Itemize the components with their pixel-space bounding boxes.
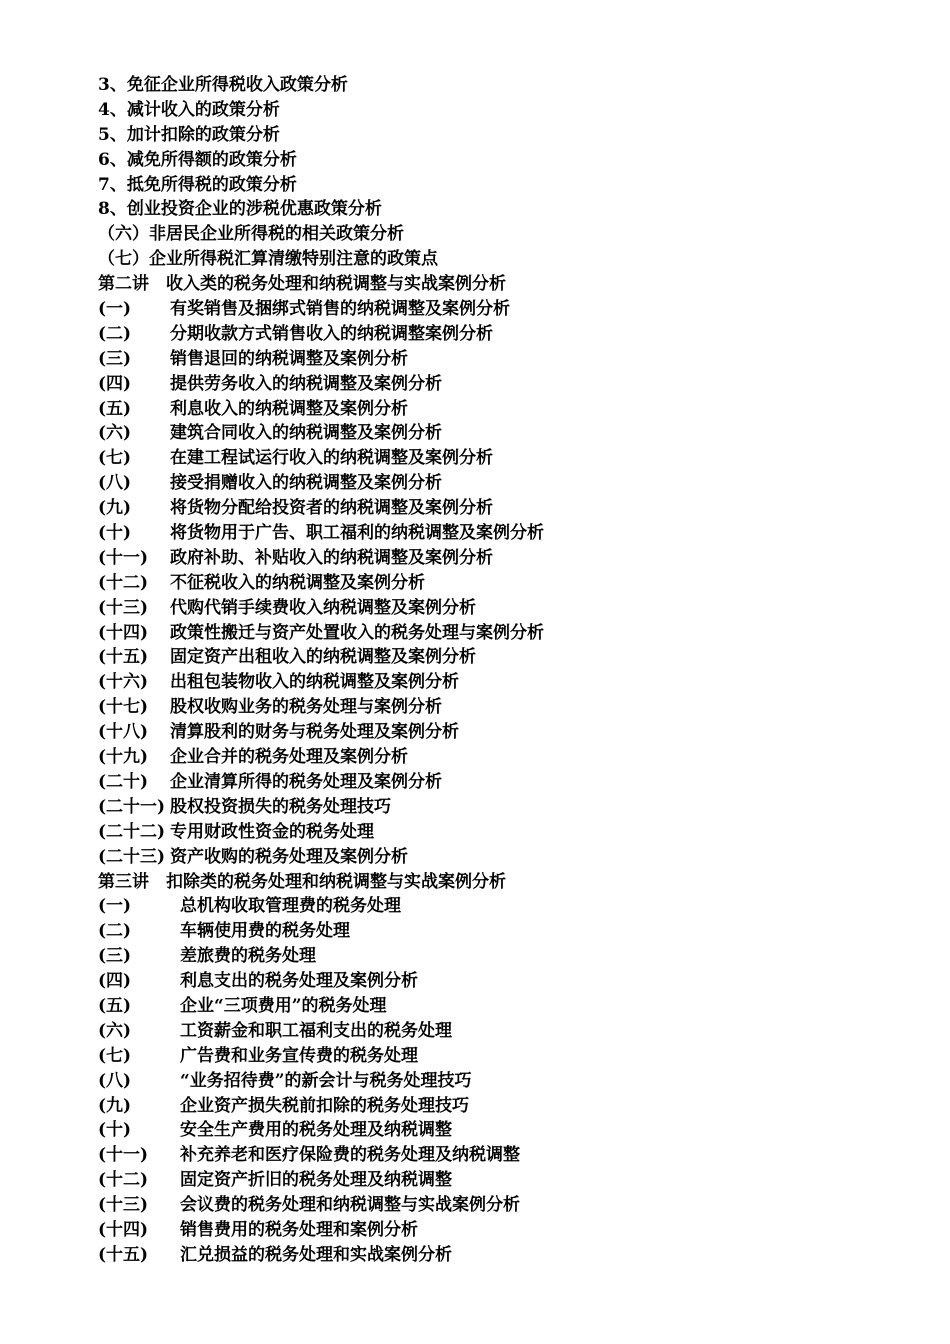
item-text: 出租包装物收入的纳税调整及案例分析 <box>170 672 459 693</box>
item-number: (十二) <box>98 1170 149 1191</box>
item-text: 固定资产折旧的税务处理及纳税调整 <box>180 1170 452 1191</box>
item-number: (十五) <box>98 1244 149 1265</box>
item-text: 利息支出的税务处理及案例分析 <box>180 971 418 992</box>
list-item <box>98 571 918 596</box>
list-item: 5、加计扣除的政策分析 <box>98 124 280 145</box>
item-number: (二) <box>98 921 132 942</box>
list-item <box>98 1069 918 1094</box>
item-text: 差旅费的税务处理 <box>180 946 316 967</box>
list-item: 7、抵免所得税的政策分析 <box>98 174 297 195</box>
item-text: 代购代销手续费收入纳税调整及案例分析 <box>170 597 476 618</box>
item-text: 政策性搬迁与资产处置收入的税务处理与案例分析 <box>170 622 544 643</box>
list-item <box>98 969 918 994</box>
item-number: (十二) <box>98 572 149 593</box>
item-text: 资产收购的税务处理及案例分析 <box>170 846 408 867</box>
list-item <box>98 720 918 745</box>
item-text: 企业资产损失税前扣除的税务处理技巧 <box>180 1095 469 1116</box>
item-text: 专用财政性资金的税务处理 <box>170 821 374 842</box>
item-number: (十六) <box>98 672 149 693</box>
item-number: (十四) <box>98 1219 149 1240</box>
list-item <box>98 347 918 372</box>
list-item <box>98 1019 918 1044</box>
list-item <box>98 820 918 845</box>
list-item <box>98 670 918 695</box>
list-item <box>98 944 918 969</box>
item-text: 利息收入的纳税调整及案例分析 <box>170 398 408 419</box>
intro-list <box>98 73 918 272</box>
list-item <box>98 1143 918 1168</box>
item-text: 安全生产费用的税务处理及纳税调整 <box>180 1120 452 1141</box>
item-number: (九) <box>98 498 132 519</box>
item-text: 建筑合同收入的纳税调整及案例分析 <box>170 423 442 444</box>
list-item <box>98 421 918 446</box>
list-item <box>98 770 918 795</box>
item-number: (二十一) <box>98 796 166 817</box>
item-number: (十五) <box>98 647 149 668</box>
item-number: (七) <box>98 1045 132 1066</box>
list-item <box>98 994 918 1019</box>
item-number: (一) <box>98 896 132 917</box>
item-text: 清算股利的财务与税务处理及案例分析 <box>170 722 459 743</box>
list-item <box>98 695 918 720</box>
item-number: (十四) <box>98 622 149 643</box>
item-number: (七) <box>98 448 132 469</box>
list-item <box>98 645 918 670</box>
item-number: (五) <box>98 995 132 1016</box>
item-text: 分期收款方式销售收入的纳税调整案例分析 <box>170 323 493 344</box>
list-item <box>98 1094 918 1119</box>
item-text: 企业“三项费用”的税务处理 <box>180 995 387 1016</box>
list-item <box>98 1243 918 1268</box>
item-text: 销售退回的纳税调整及案例分析 <box>170 348 408 369</box>
item-number: (十九) <box>98 747 149 768</box>
item-number: (四) <box>98 971 132 992</box>
list-item: 6、减免所得额的政策分析 <box>98 149 297 170</box>
list-item <box>98 372 918 397</box>
section2-heading: 第二讲 收入类的税务处理和纳税调整与实战案例分析 <box>98 274 506 295</box>
item-number: (六) <box>98 423 132 444</box>
list-item <box>98 322 918 347</box>
item-number: (四) <box>98 373 132 394</box>
list-item <box>98 919 918 944</box>
list-item: 8、创业投资企业的涉税优惠政策分析 <box>98 199 382 220</box>
list-item <box>98 546 918 571</box>
item-text: 提供劳务收入的纳税调整及案例分析 <box>170 373 442 394</box>
list-item <box>98 1118 918 1143</box>
list-item <box>98 596 918 621</box>
item-text: 有奖销售及捆绑式销售的纳税调整及案例分析 <box>170 299 510 320</box>
list-item: 3、免征企业所得税收入政策分析 <box>98 75 348 95</box>
item-number: (八) <box>98 1070 132 1091</box>
item-number: (十) <box>98 523 132 544</box>
item-text: 广告费和业务宣传费的税务处理 <box>180 1045 418 1066</box>
list-item <box>98 446 918 471</box>
item-number: (三) <box>98 348 132 369</box>
item-number: (十一) <box>98 547 149 568</box>
item-text: 不征税收入的纳税调整及案例分析 <box>170 572 425 593</box>
section3-heading: 第三讲 扣除类的税务处理和纳税调整与实战案例分析 <box>98 871 506 892</box>
item-number: (五) <box>98 398 132 419</box>
item-text: “业务招待费”的新会计与税务处理技巧 <box>180 1070 472 1091</box>
list-item: 4、减计收入的政策分析 <box>98 99 280 120</box>
item-number: (六) <box>98 1020 132 1041</box>
item-text: 企业清算所得的税务处理及案例分析 <box>170 771 442 792</box>
list-item <box>98 297 918 322</box>
item-number: (八) <box>98 473 132 494</box>
item-text: 销售费用的税务处理和案例分析 <box>180 1219 418 1240</box>
item-number: (十八) <box>98 722 149 743</box>
item-text: 接受捐赠收入的纳税调整及案例分析 <box>170 473 442 494</box>
list-item: （六）非居民企业所得税的相关政策分析 <box>98 224 404 245</box>
item-number: (十三) <box>98 597 149 618</box>
item-text: 工资薪金和职工福利支出的税务处理 <box>180 1020 452 1041</box>
list-item <box>98 795 918 820</box>
item-text: 补充养老和医疗保险费的税务处理及纳税调整 <box>180 1145 520 1166</box>
item-text: 股权收购业务的税务处理与案例分析 <box>170 697 442 718</box>
item-text: 会议费的税务处理和纳税调整与实战案例分析 <box>180 1195 520 1216</box>
item-text: 企业合并的税务处理及案例分析 <box>170 747 408 768</box>
list-item <box>98 745 918 770</box>
list-item <box>98 894 918 919</box>
item-number: (一) <box>98 299 132 320</box>
item-number: (二十三) <box>98 846 166 867</box>
item-number: (九) <box>98 1095 132 1116</box>
item-text: 政府补助、补贴收入的纳税调整及案例分析 <box>170 547 493 568</box>
item-number: (十一) <box>98 1145 149 1166</box>
item-number: (三) <box>98 946 132 967</box>
item-text: 汇兑损益的税务处理和实战案例分析 <box>180 1244 452 1265</box>
document-body <box>98 73 918 1268</box>
list-item <box>98 496 918 521</box>
item-number: (十) <box>98 1120 132 1141</box>
item-text: 车辆使用费的税务处理 <box>180 921 350 942</box>
section2-list <box>98 297 918 869</box>
list-item <box>98 397 918 422</box>
item-number: (二十) <box>98 771 149 792</box>
section3-list <box>98 894 918 1267</box>
item-text: 在建工程试运行收入的纳税调整及案例分析 <box>170 448 493 469</box>
item-number: (十三) <box>98 1195 149 1216</box>
item-text: 将货物分配给投资者的纳税调整及案例分析 <box>170 498 493 519</box>
item-text: 固定资产出租收入的纳税调整及案例分析 <box>170 647 476 668</box>
list-item <box>98 1168 918 1193</box>
list-item <box>98 621 918 646</box>
item-text: 股权投资损失的税务处理技巧 <box>170 796 391 817</box>
item-text: 总机构收取管理费的税务处理 <box>180 896 401 917</box>
list-item: （七）企业所得税汇算清缴特别注意的政策点 <box>98 249 438 270</box>
list-item <box>98 845 918 870</box>
list-item <box>98 1044 918 1069</box>
list-item <box>98 471 918 496</box>
item-text: 将货物用于广告、职工福利的纳税调整及案例分析 <box>170 523 544 544</box>
item-number: (十七) <box>98 697 149 718</box>
item-number: (二) <box>98 323 132 344</box>
list-item <box>98 521 918 546</box>
item-number: (二十二) <box>98 821 166 842</box>
list-item <box>98 1218 918 1243</box>
list-item <box>98 1193 918 1218</box>
